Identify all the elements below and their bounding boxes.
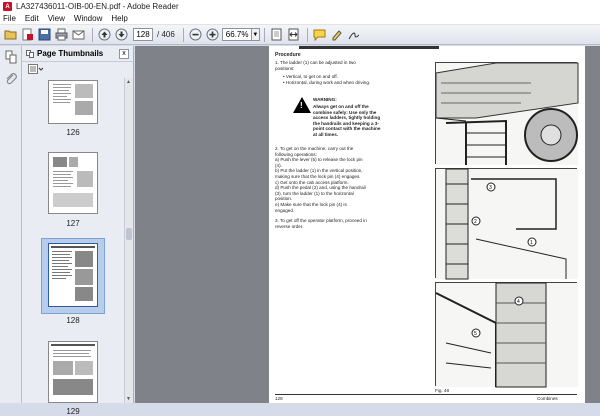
warning-icon (293, 97, 311, 113)
text-line: at all times. (313, 131, 339, 137)
sign-button[interactable] (346, 27, 361, 42)
warning-text (313, 104, 380, 138)
menu-edit[interactable]: Edit (24, 14, 39, 23)
text-line: a) Push the lever (5) to release the lock pin (275, 157, 363, 163)
chevron-down-icon: ▼ (252, 31, 259, 38)
pdf-icon: A (3, 2, 12, 11)
title-bar (0, 0, 600, 13)
panel-options[interactable] (22, 62, 133, 76)
text-line: the handrails and keeping a 3- (313, 120, 379, 126)
menu-window[interactable]: Window (73, 14, 103, 23)
thumbnail-scrollbar[interactable] (124, 78, 133, 403)
paperclip-icon (4, 72, 18, 86)
fit-width-icon (287, 28, 300, 41)
email-button[interactable] (71, 27, 86, 42)
svg-text:2: 2 (474, 219, 477, 225)
svg-text:5: 5 (474, 331, 477, 337)
thumbnail-page-128[interactable] (48, 243, 98, 307)
toolbar-separator (307, 28, 308, 42)
page-thumbnails-icon (4, 50, 18, 64)
text-line: point contact with the machine (313, 126, 381, 132)
page-number: 128 (275, 396, 283, 401)
thumbnail-page-129[interactable] (48, 341, 98, 403)
arrow-down-icon (115, 28, 128, 41)
text-line: combine safely: Use only the (313, 109, 377, 115)
window-title: LA327436011-OIB-00-EN.pdf - Adobe Reader (16, 2, 179, 11)
toolbar-separator (264, 28, 265, 42)
text-line: b) Put the ladder (1) in the vertical position, (275, 168, 363, 174)
fit-width-button[interactable] (286, 27, 301, 42)
text-line: (4). (275, 162, 282, 168)
next-page-button[interactable] (114, 27, 129, 42)
text-line: e) Make sure that the lock pin (4) is (275, 201, 347, 207)
warning-title: WARNING: (313, 97, 337, 102)
text-line: engaged. (275, 207, 295, 213)
thumbnails-panel (22, 46, 134, 416)
svg-text:3: 3 (489, 185, 492, 191)
bullet-list (283, 74, 370, 85)
thumbnail-label: 129 (66, 407, 80, 416)
thumbnails-icon (26, 50, 34, 58)
plus-icon (206, 28, 219, 41)
text-line: reverse order. (275, 223, 304, 229)
text-line: position. (275, 196, 293, 202)
create-pdf-icon (21, 28, 34, 41)
highlight-button[interactable] (329, 27, 344, 42)
options-menu-icon (28, 64, 44, 74)
footer-section: Combines (537, 396, 558, 401)
zoom-out-button[interactable] (188, 27, 203, 42)
panel-header (22, 46, 133, 62)
footer-rule (275, 394, 577, 395)
figure-ladder-bottom (435, 282, 577, 386)
highlight-icon (330, 28, 343, 41)
navigation-rail (0, 46, 22, 403)
thumbnail-label: 126 (66, 128, 80, 137)
page-number-input[interactable]: 128 (133, 28, 153, 41)
attachments-tab[interactable] (4, 72, 18, 86)
arrow-up-icon (98, 28, 111, 41)
text-line: c) Get onto the cab access platform. (275, 179, 349, 185)
text-line: following operations: (275, 151, 317, 157)
text-line: Always get on and off the (313, 104, 369, 109)
bullet-item: • Vertical, to get on and off. (283, 74, 338, 79)
procedure-title: Procedure (275, 52, 301, 58)
close-panel-button[interactable]: x (119, 49, 129, 59)
create-button[interactable] (20, 27, 35, 42)
comment-icon (313, 28, 326, 41)
text-line: making sure that the lock pin (4) engages. (275, 173, 361, 179)
document-view[interactable] (135, 46, 600, 403)
print-button[interactable] (54, 27, 69, 42)
fit-page-icon (270, 28, 283, 41)
figure-ladder-top (435, 62, 577, 164)
save-icon (38, 28, 51, 41)
text-line: 3. To get off the operator platform, proceed in (275, 218, 367, 223)
thumbnail-page-126[interactable] (48, 80, 98, 124)
zoom-in-button[interactable] (205, 27, 220, 42)
menu-help[interactable]: Help (111, 14, 128, 23)
text-line: 1. The ladder (1) can be adjusted in two (275, 60, 356, 65)
thumbnail-page-127[interactable] (48, 152, 98, 214)
step-1 (275, 60, 356, 71)
scrollbar-thumb[interactable] (126, 228, 132, 240)
comment-button[interactable] (312, 27, 327, 42)
fit-page-button[interactable] (269, 27, 284, 42)
pdf-page (269, 46, 585, 403)
menu-file[interactable]: File (3, 14, 16, 23)
toolbar-separator (92, 28, 93, 42)
text-line: (3), turn the ladder (1) to the horizontal (275, 190, 354, 196)
page-total: / 406 (157, 30, 175, 39)
step-3 (275, 218, 367, 229)
thumbnail-list[interactable] (22, 78, 124, 416)
scroll-down-icon[interactable]: ▼ (126, 396, 131, 402)
minus-icon (189, 28, 202, 41)
bullet-item: • Horizontal, during work and when driving. (283, 79, 371, 85)
figure-caption: Fig. 48 (435, 388, 450, 393)
toolbar (0, 25, 600, 45)
text-line: d) Push the pedal (2) and, using the handrail (275, 185, 366, 191)
menu-view[interactable]: View (47, 14, 65, 23)
menu-bar (0, 13, 600, 25)
open-folder-icon (4, 28, 17, 41)
toolbar-separator (183, 28, 184, 42)
thumbnails-tab[interactable] (4, 50, 18, 64)
email-icon (72, 28, 85, 41)
print-icon (55, 28, 68, 41)
step-2 (275, 146, 366, 213)
scroll-up-icon[interactable]: ▲ (126, 79, 131, 85)
prev-page-button[interactable] (97, 27, 112, 42)
zoom-input[interactable]: 66.7% (222, 28, 252, 41)
thumbnail-label: 128 (66, 316, 80, 325)
panel-title: Page Thumbnails (37, 49, 104, 58)
svg-text:4: 4 (517, 299, 520, 305)
text-line: 2. To get on the machine, carry out the (275, 146, 354, 151)
text-line: positions: (275, 65, 295, 71)
zoom-dropdown[interactable] (252, 28, 260, 41)
figure-ladder-middle (435, 168, 577, 278)
thumbnail-label: 127 (66, 219, 80, 228)
open-button[interactable] (3, 27, 18, 42)
sign-icon (347, 28, 360, 41)
page-header-strip (299, 46, 439, 49)
svg-text:1: 1 (530, 240, 533, 246)
text-line: access ladders, tightly holding (313, 115, 381, 121)
save-button[interactable] (37, 27, 52, 42)
